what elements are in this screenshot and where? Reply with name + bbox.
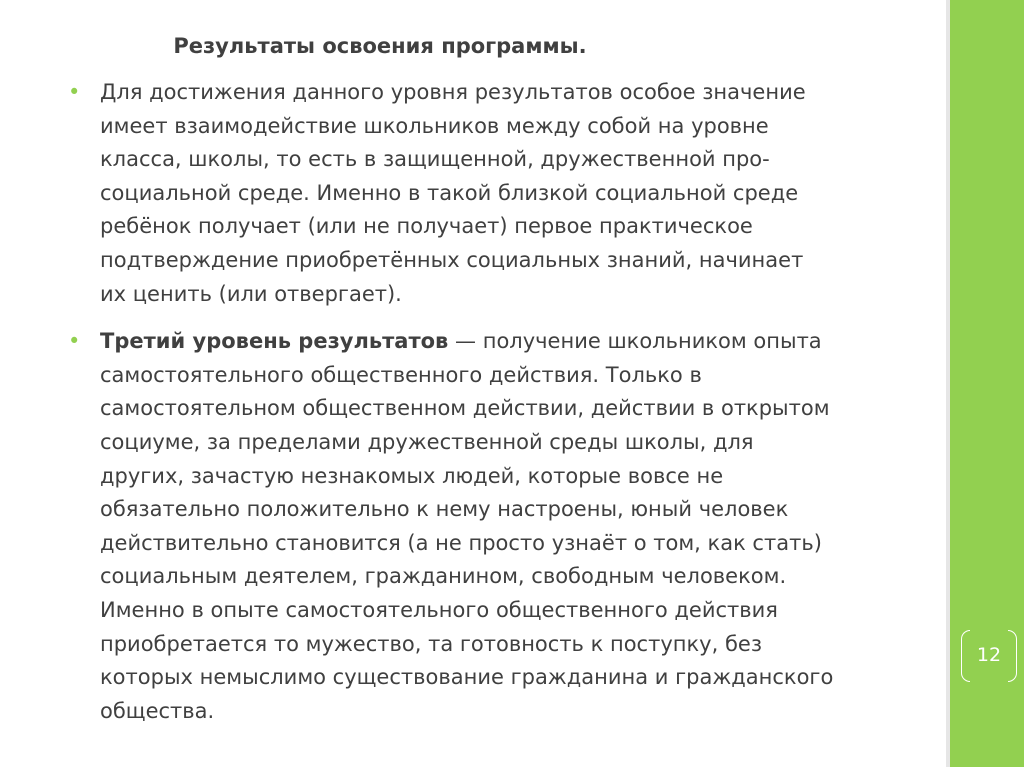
- bullet-item-2: [68, 325, 888, 728]
- text-line: ребёнок получает (или не получает) первое практическое: [100, 214, 753, 239]
- text-line: приобретается то мужество, та готовность к поступку, без: [100, 631, 762, 656]
- text-line: самостоятельного общественного действия. Только в: [100, 362, 702, 387]
- text-line: других, зачастую незнакомых людей, которые вовсе не: [100, 463, 724, 488]
- text-line: их ценить (или отвергает).: [100, 281, 402, 306]
- bullet-dot-icon: •: [68, 80, 81, 104]
- bullet-list: [68, 76, 888, 742]
- text-line: класса, школы, то есть в защищенной, дружественной про-: [100, 147, 770, 172]
- text-line: которых немыслимо существование гражданина и гражданского: [100, 665, 834, 690]
- text-line: социуме, за пределами дружественной среды школы, для: [100, 429, 754, 454]
- text-line: действительно становится (а не просто узнаёт о том, как стать): [100, 530, 822, 555]
- bold-term: Третий уровень результатов: [100, 329, 449, 354]
- text-segment: — получение школьником опыта: [448, 329, 822, 354]
- page-number: 12: [976, 644, 1002, 666]
- slide-title: Результаты освоения программы.: [173, 34, 587, 58]
- page-number-badge: [961, 630, 1017, 682]
- text-line: подтверждение приобретённых социальных знаний, начинает: [100, 247, 804, 272]
- text-line: обязательно положительно к нему настроены, юный человек: [100, 497, 789, 522]
- text-line: общества.: [100, 698, 215, 723]
- text-line: [100, 325, 888, 359]
- text-line: социальной среде. Именно в такой близкой социальной среде: [100, 180, 799, 205]
- text-line: имеет взаимодействие школьников между собой на уровне: [100, 113, 769, 138]
- text-line: Для достижения данного уровня результатов особое значение: [100, 80, 806, 104]
- bullet-dot-icon: •: [68, 329, 81, 354]
- text-line: самостоятельном общественном действии, действии в открытом: [100, 396, 830, 421]
- text-line: социальным деятелем, гражданином, свободным человеком.: [100, 564, 787, 589]
- bullet-item-1: [68, 76, 888, 311]
- text-line: Именно в опыте самостоятельного общественного действия: [100, 597, 778, 622]
